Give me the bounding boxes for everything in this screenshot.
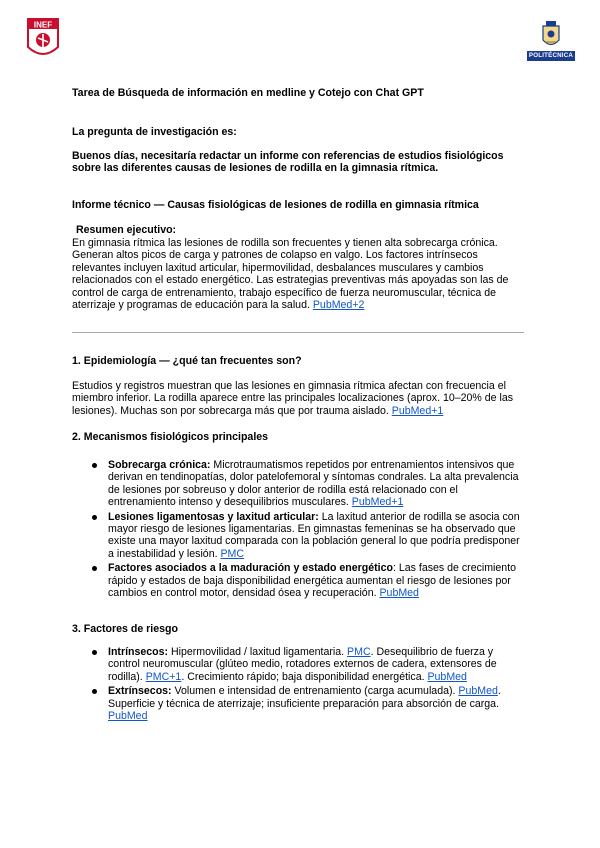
inef-logo-text: INEF (33, 20, 53, 30)
item-label: Lesiones ligamentosas y laxitud articular: (108, 510, 319, 523)
item-link[interactable]: PMC (220, 547, 245, 560)
section1-heading: 1. Epidemiología — ¿qué tan frecuentes son? (72, 355, 302, 367)
summary-label: Resumen ejecutivo: (76, 224, 177, 236)
section1-text: Estudios y registros muestran que las lesiones en gimnasia rítmica afectan con frecuencia el miembro inferior. La rodilla aparece entre las principales localizaciones (aprox. 10–20% de las lesiones). Muchas son por sobrecarga más que por trauma aislado. (72, 380, 514, 417)
section3-heading: 3. Factores de riesgo (72, 623, 178, 635)
inef-logo-graphic (26, 17, 60, 59)
extrinsic-label: Extrínsecos: (108, 685, 172, 698)
intrinsic-link-a[interactable]: PMC (347, 646, 371, 658)
intrinsic-label: Intrínsecos: (108, 646, 169, 658)
list-item-intrinsic (90, 646, 526, 683)
inef-logo (26, 17, 60, 59)
section3-list (90, 646, 526, 724)
intrinsic-text-b: . Desequilibrio de fuerza y control neuromuscular (glúteo medio, rotadores externos de cadera, extensores de rodilla). (108, 646, 497, 683)
extrinsic-link-a[interactable]: PubMed (458, 685, 498, 698)
section1-paragraph (72, 380, 528, 417)
list-item (90, 459, 526, 509)
document-title: Tarea de Búsqueda de información en medline y Cotejo con Chat GPT (72, 87, 424, 99)
intrinsic-text-c: . Crecimiento rápido; baja disponibilidad energética. (181, 670, 428, 683)
list-item (90, 511, 526, 561)
section2-heading: 2. Mecanismos fisiológicos principales (72, 431, 269, 443)
intrinsic-text-a: Hipermovilidad / laxitud ligamentaria. (168, 646, 348, 658)
item-link[interactable]: PubMed (379, 587, 419, 600)
summary-text: En gimnasia rítmica las lesiones de rodilla son frecuentes y tienen alta sobrecarga crónica. Generan altos picos de carga y patrones de colapso en valgo. Los factores intrínsecos relevantes incluyen laxitud articular, hipermovilidad, desbalances musculares y cambios relacionados con el estado energético. Las estrategias preventivas más apoyadas son las de control de carga de entrenamiento, trabajo específico de fuerza neuromuscular, técnica de aterrizaje y programas de educación para la salud. (72, 237, 509, 312)
item-label: Factores asociados a la maduración y estado energético (108, 562, 393, 575)
extrinsic-text-a: Volumen e intensidad de entrenamiento (carga acumulada). (171, 685, 459, 698)
summary-link[interactable]: PubMed+2 (312, 299, 365, 312)
question-label: La pregunta de investigación es: (72, 126, 237, 138)
section1-link[interactable]: PubMed+1 (391, 404, 444, 417)
crest-icon (539, 20, 563, 50)
extrinsic-link-b[interactable]: PubMed (108, 710, 148, 723)
list-item-extrinsic (90, 685, 526, 722)
item-link[interactable]: PubMed+1 (351, 496, 404, 509)
question-text: Buenos días, necesitaría redactar un informe con referencias de estudios fisiológicos sobre las diferentes causas de lesiones de rodilla en la gimnasia rítmica. (72, 150, 504, 175)
summary-paragraph (72, 237, 528, 311)
item-text: Microtraumatismos repetidos por entrenamientos intensivos que derivan en tendinopatías, dolor patelofemoral y síntomas condrales. La alta prevalencia de lesiones por sobreuso y dolor anterior de rodilla está relacionado con el entrenamiento intenso y desequilibrios musculares. (108, 459, 519, 509)
item-text: : Las fases de crecimiento rápido y estados de baja disponibilidad energética aumentan el riesgo de lesiones por cambios en control motor, densidad ósea y recuperación. (108, 562, 517, 600)
politecnica-logo-text: POLITÉCNICA (528, 52, 574, 59)
item-label: Sobrecarga crónica: (108, 459, 211, 471)
item-text: La laxitud anterior de rodilla se asocia con mayor riesgo de lesiones ligamentarias. En gimnastas femeninas se ha observado que existe una mayor laxitud comparada con la población general lo que podría predisponer a inestabilidad y lesión. (108, 510, 520, 560)
politecnica-logo (527, 20, 575, 65)
report-title: Informe técnico — Causas fisiológicas de lesiones de rodilla en gimnasia rítmica (72, 199, 479, 211)
section-divider (72, 332, 524, 333)
intrinsic-link-c[interactable]: PubMed (427, 670, 467, 683)
section2-list (90, 459, 526, 601)
intrinsic-link-b[interactable]: PMC+1 (145, 670, 182, 683)
extrinsic-text-b: . Superficie y técnica de aterrizaje; insuficiente preparación para absorción de carga. (108, 685, 501, 710)
list-item (90, 562, 526, 599)
